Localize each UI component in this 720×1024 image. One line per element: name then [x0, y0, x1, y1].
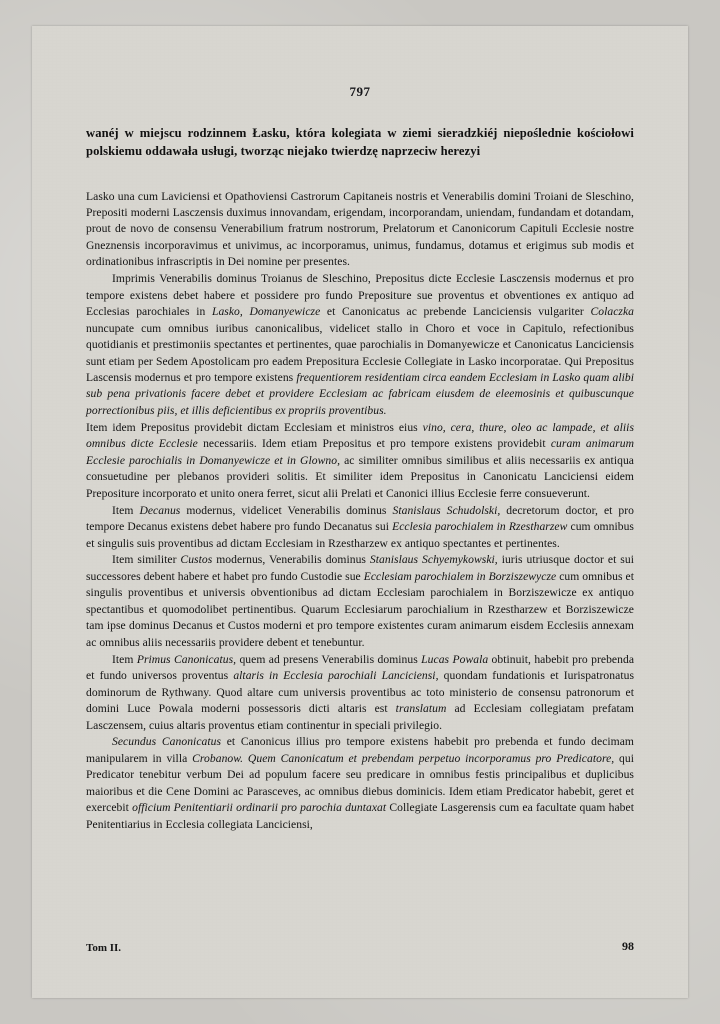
paragraph [86, 271, 634, 419]
italic-run: Custos [180, 553, 213, 567]
text-run: necessariis. Idem etiam Prepositus et pro tempore existens providebit [197, 437, 551, 451]
volume-label: Tom II. [86, 942, 122, 954]
running-head: wanéj w miejscu rodzinnem Łasku, która kolegiata w ziemi sieradzkiéj niepoślednie kościołowi polskiemu oddawała usługi, tworząc niejako twierdzę naprzeciw herezyi [86, 126, 634, 159]
italic-run: frequentiorem residentiam circa eandem Ecclesiam in Lasko quam alibi sub pena privationis facere debet et providere Ecclesiam ac fabricam eiusdem de eleemosinis et quibuscunque porrectionibus piis, et illis deficientibus ex propriis proventibus. [86, 370, 634, 417]
italic-run: Stanislaus Schudolski, [392, 503, 501, 517]
paragraph [86, 734, 634, 833]
text-run: decretorum doctor, et pro tempore Decanus existens debet habere pro fundo Decanatus sui [86, 503, 634, 534]
paragraph [86, 189, 634, 271]
paragraph [86, 652, 634, 734]
italic-run: officium Penitentiarii ordinarii pro parochia duntaxat [132, 801, 387, 815]
page-sheet [32, 26, 688, 998]
text-run: et Canonicus illius pro tempore existens habebit pro prebenda et fundo decimam manipularem in villa [86, 735, 634, 765]
italic-run: Ecclesia parochialem in Rzestharzew [392, 520, 568, 534]
paragraph [86, 552, 634, 651]
italic-run: Decanus [139, 503, 181, 517]
italic-run: Lasko, Domanyewicze [211, 305, 321, 319]
body-text [86, 189, 634, 834]
text-run: ac similiter omnibus similibus et aliis necessariis ex antiqua consuetudine per plebanos provideri solitis. Et similiter idem Prepositus in Canonicatu Lanciciensi eidem Prepositure incorporato et unito onera ferret, sicut alii Prelati et Canonici illius Ecclesie ferre consueverunt. [86, 453, 634, 500]
paragraph [86, 503, 634, 552]
text-run: quondam fundationis et Iurispatronatus dominorum de Rythwany. Quod altare cum universis proventibus ac toto ministerio de consensu patronorum et domini Luce Powala moderni possessoris dicti altaris est [86, 669, 634, 716]
page-number: 797 [349, 84, 371, 99]
text-run: qui Predicator tenebitur verbum Dei ad populum facere seu predicare in omnibus festis principalibus et duplicibus maioribus et die Cene Domini ac Parasceves, ac omnibus diebus dominicis. Idem etiam Predicator habebit, geret et exercebit [86, 751, 634, 815]
signature-mark: 98 [622, 939, 634, 953]
italic-run: Secundus Canonicatus [112, 735, 222, 749]
italic-run: Stanislaus Schyemykowski, [369, 553, 498, 567]
text-run: et Canonicatus ac prebende Lanciciensis vulgariter [320, 305, 591, 319]
text-run: Item similiter [112, 553, 181, 567]
text-run: quem ad presens Venerabilis dominus [236, 652, 422, 666]
text-run: nuncupate cum omnibus iuribus canonicalibus, videlicet stallo in Choro et voce in Capitulo, refectionibus quotidianis et prestimoniis spectantes et pertinentes, quae parochialis in Domanyewicze et Canonicatus Lanciciensis sunt etiam per Sedem Apostolicam pro eadem Prepositura Ecclesie Collegiate in Lasko incorporatae. Qui Prepositus Lascensis modernus et pro tempore existens [86, 321, 634, 384]
text-run: ad Ecclesiam collegiatam prefatam Lasczensem, cuius altaris proventus etiam continentur in speciali privilegio. [86, 702, 634, 732]
text-run: iuris utriusque doctor et sui successores debent habere et habet pro fundo Custodie sue [86, 553, 634, 583]
italic-run: Crobanow. Quem Canonicatum et prebendam perpetuo incorporamus pro Predicatore, [192, 751, 615, 765]
text-run: obtinuit, habebit pro prebenda et fundo universos proventus [86, 652, 635, 683]
italic-run: translatum [395, 702, 447, 716]
text-run: Lasko una cum Laviciensi et Opathoviensi Castrorum Capitaneis nostris et Venerabilis domini Troiani de Sleschino, Prepositi moderni Lasczensis duximus innovandam, erigendam, incorporandam, uniendam, fundandam et dotandam, prout de novo de consensu Venerabilium fratrum nostrorum, Prelatorum et Canonicorum Capituli Ecclesie nostre Gneznensis incorporavimus et univimus, ac incorporamus, unimus, fundamus, dotamus et erigimus sub modis et ordinationibus infrascriptis in Dei nomine per presentes. [86, 189, 634, 269]
text-run: Item [112, 652, 137, 666]
italic-run: Lucas Powala [421, 652, 489, 666]
italic-run: altaris in Ecclesia parochiali Lanciciensi, [233, 669, 439, 683]
page-content [86, 84, 634, 834]
text-run: Collegiate Lasgerensis cum ea facultate quam habet Penitentiarius in Ecclesia collegiata Lanciciensi, [86, 801, 634, 831]
paragraph [86, 420, 634, 502]
text-run: modernus, Venerabilis dominus [212, 553, 370, 567]
text-run: Imprimis Venerabilis dominus Troianus de Sleschino, Prepositus dicte Ecclesie Lasczensis modernus et pro tempore existens debet habere et possidere pro fundo Prepositure sue proventus et obventiones ex antiquo ad Ecclesias parochiales in [86, 272, 634, 319]
text-run: modernus, videlicet Venerabilis dominus [180, 503, 393, 517]
text-run: Item idem Prepositus providebit dictam Ecclesiam et ministros eius [86, 420, 423, 434]
italic-run: curam animarum Ecclesie parochialis in Domanyewicze et in Glowno, [86, 437, 634, 467]
italic-run: Colaczka [590, 305, 635, 319]
text-run: Item [112, 503, 140, 517]
italic-run: vino, cera, thure, oleo ac lampade, et aliis omnibus dicte Ecclesie [86, 420, 635, 451]
italic-run: Primus Canonicatus, [136, 652, 237, 666]
page-footer [86, 939, 634, 954]
italic-run: Ecclesiam parochialem in Borziszewycze [363, 569, 557, 583]
text-run: cum omnibus et singulis proventibus et universis obventionibus ad dictam Ecclesiam parochialem in Borziszewicze ex antiquo spectantibus et quomodolibet pertinentibus. Quarum Ecclesiarum parochialium in Rzestharzew et Borziszewicze tam ipse dominus Decanus et Custos moderni et pro tempore existentes curam animarum eisdem Ecclesiis annexam ac omnibus aliis necessariis providere debent et tenebuntur. [86, 569, 634, 649]
text-run: cum omnibus et singulis suis proventibus ad dictam Ecclesiam in Rzestharzew ex antiquo spectantes et pertinentes. [86, 520, 634, 550]
